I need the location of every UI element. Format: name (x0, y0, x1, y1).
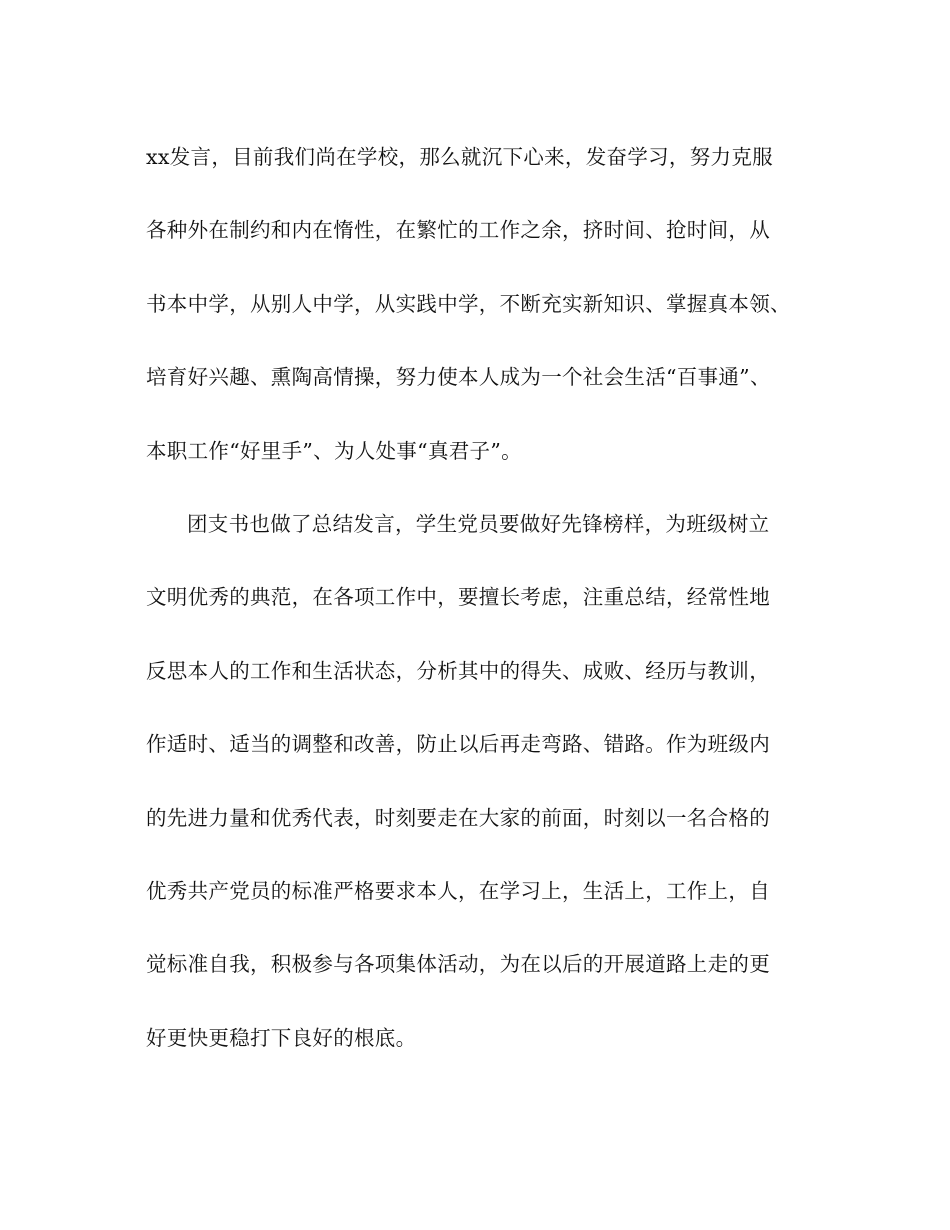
text-line: 觉标准自我，积极参与各项集体活动，为在以后的开展道路上走的更 (146, 952, 770, 977)
paragraph-1 (146, 121, 826, 488)
text-line: 优秀共产党员的标准严格要求本人，在学习上，生活上，工作上，自 (146, 878, 770, 903)
text-line: 书本中学，从别人中学，从实践中学，不断充实新知识、掌握真本领、 (146, 291, 791, 316)
text-line: 培育好兴趣、熏陶高情操，努力使本人成为一个社会生活“百事通”、 (146, 365, 771, 390)
text-line: 各种外在制约和内在惰性，在繁忙的工作之余，挤时间、抢时间，从 (146, 218, 770, 243)
text-line: 文明优秀的典范，在各项工作中，要擅长考虑，注重总结，经常性地 (146, 585, 770, 610)
body-text (146, 121, 826, 1075)
text-line: 作适时、适当的调整和改善，防止以后再走弯路、错路。作为班级内 (146, 732, 770, 757)
text-line: 团支书也做了总结发言，学生党员要做好先锋榜样，为班级树立 (187, 511, 770, 536)
text-line: 本职工作“好里手”、为人处事“真君子”。 (146, 438, 522, 463)
text-line: xx发言，目前我们尚在学校，那么就沉下心来，发奋学习，努力克服 (146, 145, 773, 169)
text-line: 的先进力量和优秀代表，时刻要走在大家的前面，时刻以一名合格的 (146, 805, 770, 830)
text-line: 好更快更稳打下良好的根底。 (146, 1025, 417, 1050)
text-line: 反思本人的工作和生活状态，分析其中的得失、成败、经历与教训， (146, 658, 770, 683)
paragraph-2 (146, 488, 826, 1075)
